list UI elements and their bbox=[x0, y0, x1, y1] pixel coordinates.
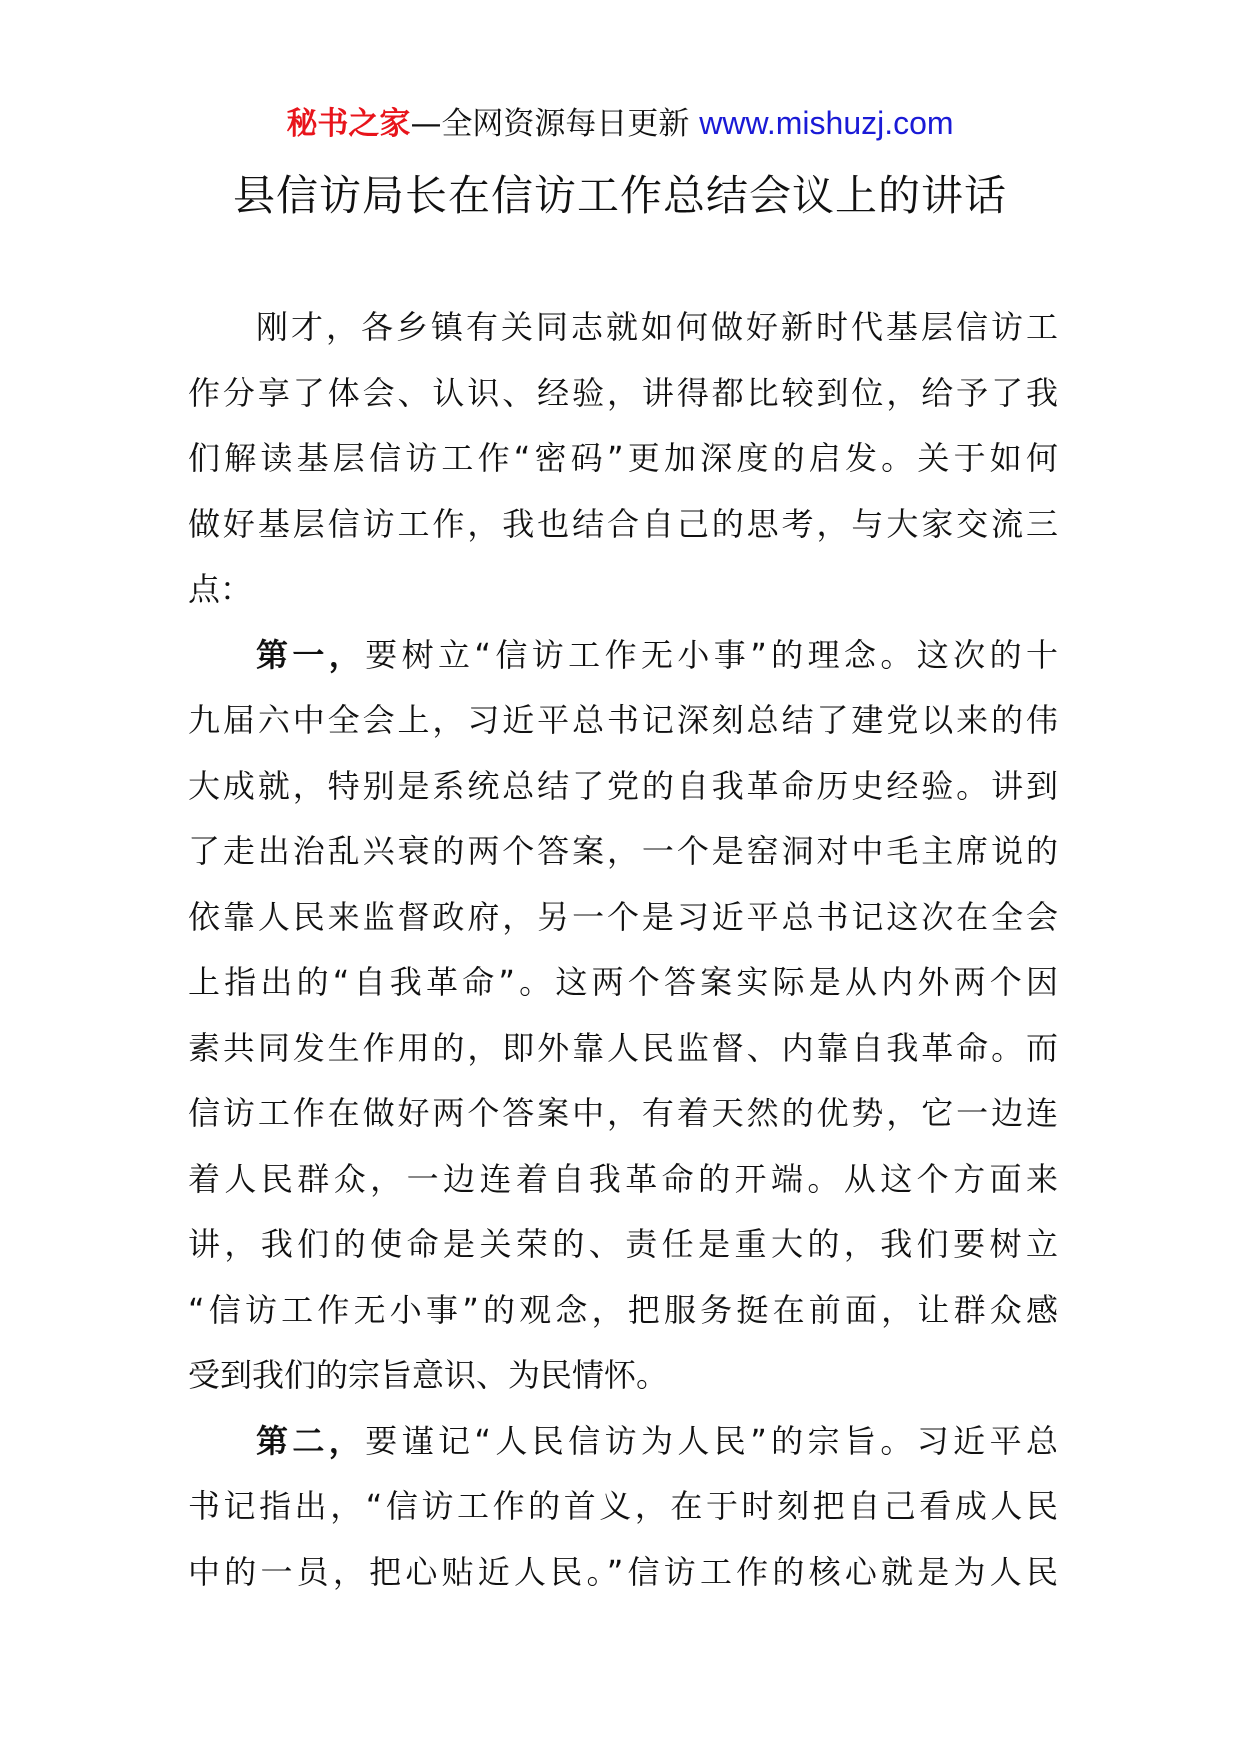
body-line bbox=[188, 1409, 1058, 1475]
body-line bbox=[188, 1212, 1058, 1278]
brand-name: 秘书之家 bbox=[286, 106, 411, 142]
section-heading: 第二， bbox=[256, 1421, 366, 1460]
body-line bbox=[188, 492, 1058, 558]
body-line-text: 要树立“信访工作无小事”的理念。这次的十 bbox=[365, 635, 1058, 674]
body-line bbox=[188, 819, 1058, 885]
body-line-text: 点： bbox=[188, 570, 253, 608]
body-line-text: 作分享了体会、认识、经验，讲得都比较到位，给予了我 bbox=[188, 373, 1058, 412]
body-line bbox=[188, 885, 1058, 951]
body-line bbox=[188, 1540, 1058, 1606]
body-line bbox=[188, 426, 1058, 492]
body-line-text: 受到我们的宗旨意识、为民情怀。 bbox=[188, 1356, 669, 1394]
body-line-text: 做好基层信访工作，我也结合自己的思考，与大家交流三 bbox=[188, 504, 1058, 543]
body-line bbox=[188, 754, 1058, 820]
body-line-text: 着人民群众，一边连着自我革命的开端。从这个方面来 bbox=[188, 1159, 1058, 1198]
body-line-text: 要谨记“人民信访为人民”的宗旨。习近平总 bbox=[365, 1421, 1058, 1460]
body-line-text: 们解读基层信访工作“密码”更加深度的启发。关于如何 bbox=[188, 439, 1058, 477]
body-line-text: 书记指出，“信访工作的首义，在于时刻把自己看成人民 bbox=[188, 1487, 1058, 1525]
body-line bbox=[188, 361, 1058, 427]
body-line-text: 依靠人民来监督政府，另一个是习近平总书记这次在全会 bbox=[188, 897, 1058, 936]
document-body bbox=[188, 295, 1058, 1605]
body-line bbox=[188, 1474, 1058, 1540]
banner-slogan: —全网资源每日更新 bbox=[410, 106, 700, 142]
body-line bbox=[188, 950, 1058, 1016]
banner-url-link[interactable]: www.mishuzj.com bbox=[699, 105, 954, 141]
body-line-text: 大成就，特别是系统总结了党的自我革命历史经验。讲到 bbox=[188, 766, 1058, 805]
body-line bbox=[188, 1278, 1058, 1344]
body-line bbox=[188, 1147, 1058, 1213]
body-line bbox=[188, 623, 1058, 689]
body-line-text: “信访工作无小事”的观念，把服务挺在前面，让群众感 bbox=[188, 1290, 1058, 1329]
body-line bbox=[188, 1343, 1058, 1409]
section-heading: 第一， bbox=[256, 635, 366, 674]
body-line bbox=[188, 688, 1058, 754]
body-line-text: 九届六中全会上，习近平总书记深刻总结了建党以来的伟 bbox=[188, 701, 1058, 739]
body-line bbox=[188, 1081, 1058, 1147]
body-line bbox=[188, 1016, 1058, 1082]
site-banner bbox=[0, 101, 1240, 146]
body-line-text: 刚才，各乡镇有关同志就如何做好新时代基层信访工 bbox=[256, 308, 1058, 346]
body-line bbox=[188, 295, 1058, 361]
body-line-text: 信访工作在做好两个答案中，有着天然的优势，它一边连 bbox=[188, 1094, 1058, 1132]
body-line-text: 素共同发生作用的，即外靠人民监督、内靠自我革命。而 bbox=[188, 1028, 1058, 1067]
page-title: 县信访局长在信访工作总结会议上的讲话 bbox=[232, 171, 1007, 220]
body-line-text: 了走出治乱兴衰的两个答案，一个是窑洞对中毛主席说的 bbox=[188, 832, 1058, 870]
body-line bbox=[188, 557, 1058, 623]
body-line-text: 上指出的“自我革命”。这两个答案实际是从内外两个因 bbox=[188, 963, 1058, 1001]
body-line-text: 讲，我们的使命是关荣的、责任是重大的，我们要树立 bbox=[188, 1225, 1058, 1263]
body-line-text: 中的一员，把心贴近人民。”信访工作的核心就是为人民 bbox=[188, 1552, 1058, 1591]
